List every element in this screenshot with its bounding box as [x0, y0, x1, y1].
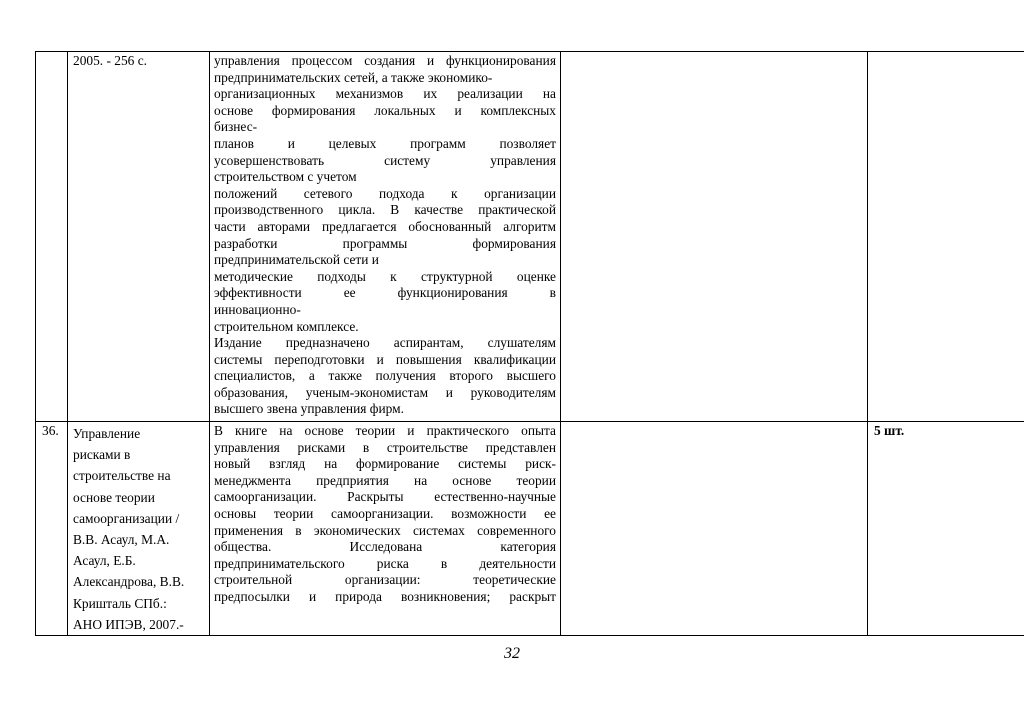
title-line: Кришталь СПб.:	[73, 595, 167, 611]
quantity-cell: 5 шт.	[868, 422, 1024, 636]
title-line: АНО ИПЭВ, 2007.-	[73, 616, 184, 632]
description-line: образования, ученым-экономистам и руководителям	[214, 384, 556, 400]
description-cell	[210, 52, 561, 422]
row-number-cell	[36, 52, 68, 422]
description-line: бизнес-	[214, 119, 258, 135]
book-title-cell	[68, 422, 210, 636]
description-line: инновационно-	[214, 301, 301, 317]
description-line: части авторами предлагается обоснованный алгоритм	[214, 218, 556, 234]
description-line: предпосылки и природа возникновения; раскрыт	[214, 588, 556, 604]
description-line: системы переподготовки и повышения квалификации	[214, 351, 556, 367]
title-line: самоорганизации /	[73, 510, 180, 526]
description-line: планов и целевых программ позволяет	[214, 135, 556, 151]
book-title-cell	[68, 52, 210, 422]
description-line: эффективности ее функционирования в	[214, 285, 556, 301]
bibliography-table	[35, 51, 1024, 636]
description-line: разработки программы формирования	[214, 235, 556, 251]
description-line: основы теории самоорганизации. возможности ее	[214, 505, 556, 521]
description-line: применения в экономических системах современного	[214, 522, 556, 538]
description-line: организационных механизмов их реализации на	[214, 86, 556, 102]
title-line: 2005. - 256 с.	[73, 53, 148, 68]
description-line: новый взгляд на формирование системы риск-	[214, 456, 556, 472]
description-line: предпринимательской сети и	[214, 252, 379, 268]
description-line: управления процессом создания и функционирования	[214, 53, 556, 68]
title-line: Александрова, В.В.	[73, 574, 185, 590]
description-line: строительной организации: теоретические	[214, 572, 556, 588]
title-line: основе теории	[73, 489, 155, 505]
title-line: В.В. Асаул, М.А.	[73, 532, 170, 548]
description-line: положений сетевого подхода к организации	[214, 185, 556, 201]
title-line: Асаул, Е.Б.	[73, 553, 136, 569]
description-line: В книге на основе теории и практического опыта	[214, 423, 556, 438]
description-line: основе формирования локальных и комплексных	[214, 102, 556, 118]
description-line: Издание предназначено аспирантам, слушателям	[214, 335, 556, 351]
description-line: строительном комплексе.	[214, 318, 359, 334]
title-line: строительстве на	[73, 468, 171, 484]
description-line: высшего звена управления фирм.	[214, 401, 404, 417]
description-line: предпринимательских сетей, а также экономико-	[214, 69, 493, 85]
empty-cell	[561, 422, 868, 636]
table-row	[36, 422, 1024, 636]
description-line: управления рисками в строительстве представлен	[214, 439, 556, 455]
description-line: общества. Исследована категория	[214, 539, 556, 555]
description-line: методические подходы к структурной оценке	[214, 268, 556, 284]
description-cell	[210, 422, 561, 636]
title-line: Управление	[73, 426, 141, 441]
description-line: предпринимательского риска в деятельности	[214, 555, 556, 571]
description-line: усовершенствовать систему управления	[214, 152, 556, 168]
description-line: строительством с учетом	[214, 169, 357, 185]
table-row	[36, 52, 1024, 422]
description-line: менеджмента предприятия на основе теории	[214, 472, 556, 488]
description-line: самоорганизации. Раскрыты естественно-научные	[214, 489, 556, 505]
quantity-cell	[868, 52, 1024, 422]
row-number-cell: 36.	[36, 422, 68, 636]
empty-cell	[561, 52, 868, 422]
page-number: 32	[504, 645, 520, 662]
description-line: специалистов, а также получения второго высшего	[214, 368, 556, 384]
description-line: производственного цикла. В качестве практической	[214, 202, 556, 218]
title-line: рисками в	[73, 447, 131, 463]
